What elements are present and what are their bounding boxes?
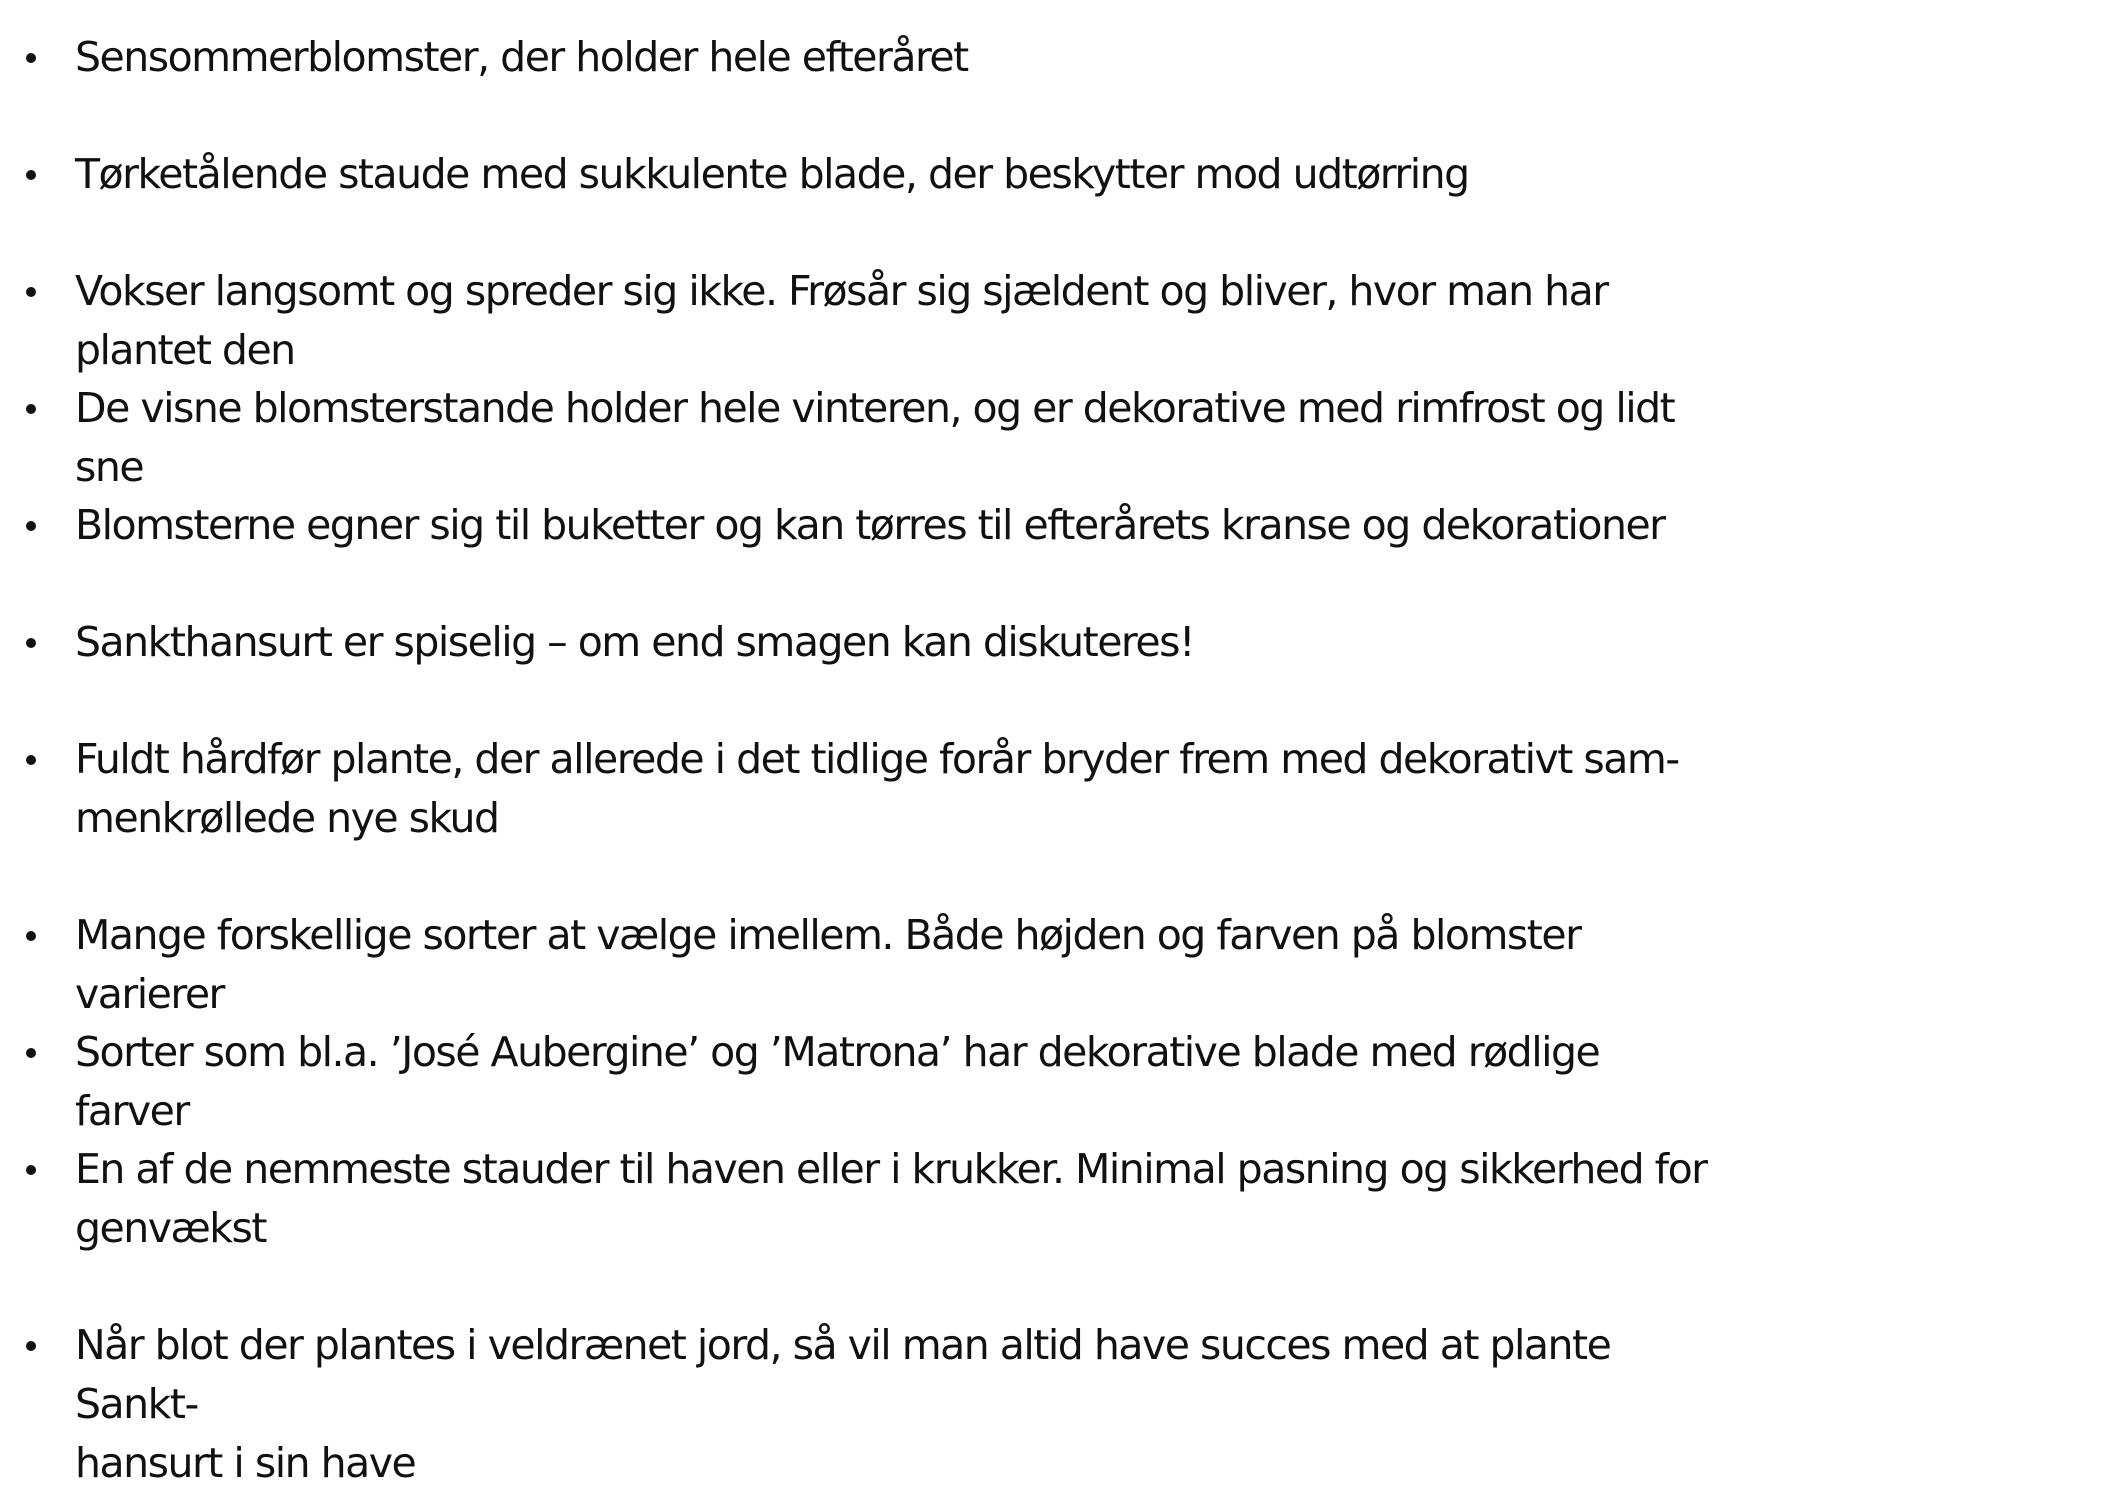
bullet-icon: [26, 931, 36, 941]
bullet-icon: [26, 404, 36, 414]
list-item-text: Sorter som bl.a. ’José Aubergine’ og ’Matrona’ har dekorative blade med rødlige farver: [75, 1028, 1600, 1135]
list-item-text: De visne blomsterstande holder hele vinteren, og er dekorative med rimfrost og lidt sne: [75, 384, 1675, 491]
list-item-text: Blomsterne egner sig til buketter og kan tørres til efterårets kranse og dekorationer: [75, 501, 1665, 549]
list-item-text: En af de nemmeste stauder til haven eller i krukker. Minimal pasning og sikkerhed for genvækst: [75, 1145, 1707, 1252]
bullet-icon: [26, 170, 36, 180]
bullet-icon: [26, 638, 36, 648]
bullet-icon: [26, 755, 36, 765]
list-item-text: Fuldt hårdfør plante, der allerede i det tidlige forår bryder frem med dekorativt sam- menkrøllede nye skud: [75, 735, 1679, 842]
list-item-text: Mange forskellige sorter at vælge imellem. Både højden og farven på blomster varierer: [75, 911, 1581, 1018]
list-item-text: Tørketålende staude med sukkulente blade, der beskytter mod udtørring: [75, 150, 1469, 198]
bullet-icon: [26, 1048, 36, 1058]
bullet-icon: [26, 1165, 36, 1175]
list-item-text: Når blot der plantes i veldrænet jord, så vil man altid have succes med at plante Sankt- hansurt i sin have: [75, 1321, 1611, 1487]
list-item-text: Sankthansurt er spiselig – om end smagen kan diskuteres!: [75, 618, 1194, 666]
bullet-icon: [26, 521, 36, 531]
bullet-icon: [26, 1341, 36, 1351]
bullet-icon: [26, 53, 36, 63]
list-item-text: Vokser langsomt og spreder sig ikke. Frøsår sig sjældent og bliver, hvor man har plantet den: [75, 267, 1608, 374]
bullet-icon: [26, 287, 36, 297]
list-item-text: Sensommerblomster, der holder hele efteråret: [75, 33, 968, 81]
